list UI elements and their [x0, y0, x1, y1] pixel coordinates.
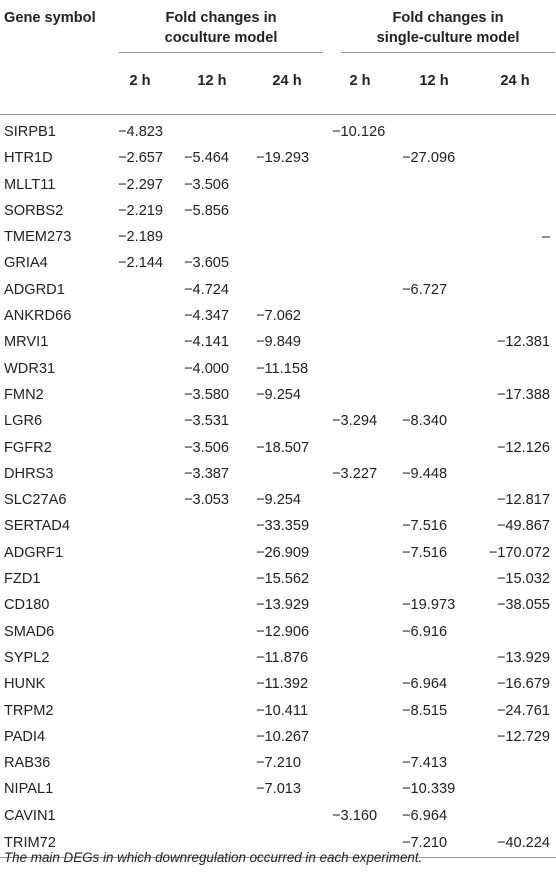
fold-change-cell: −7.516 — [402, 544, 448, 561]
fold-change-cell — [394, 329, 474, 355]
fold-change-cell: −6.727 — [402, 281, 448, 298]
gene-symbol-cell: ANKRD66 — [4, 308, 72, 325]
fold-change-cell — [326, 619, 394, 645]
fold-change-cell — [104, 645, 176, 671]
fold-change-cell: – — [541, 229, 551, 246]
gene-symbol-cell: SERTAD4 — [4, 518, 70, 535]
fold-change-cell: −7.516 — [402, 518, 448, 535]
fold-change-cell: −7.210 — [256, 755, 302, 772]
fold-change-cell: −10.411 — [256, 702, 309, 719]
fold-change-cell: −6.964 — [402, 676, 448, 693]
fold-change-cell: −12.126 — [496, 439, 551, 456]
coculture-header-line2: coculture model — [164, 30, 278, 46]
fold-change-cell — [474, 172, 556, 198]
table-row — [0, 461, 556, 487]
fold-change-cell — [248, 172, 326, 198]
fold-change-cell: −10.339 — [402, 781, 456, 798]
table-row — [0, 487, 556, 513]
fold-change-cell — [394, 198, 474, 224]
fold-change-cell: −16.679 — [496, 676, 551, 693]
fold-change-cell: −170.072 — [488, 544, 551, 561]
fold-change-cell — [474, 408, 556, 434]
time-header-coculture-24h: 24 h — [272, 73, 302, 89]
fold-change-cell — [474, 115, 556, 145]
fold-change-cell: −9.254 — [256, 492, 302, 509]
fold-change-cell — [326, 750, 394, 776]
fold-change-cell — [104, 435, 176, 461]
fold-change-cell: −18.507 — [256, 439, 310, 456]
fold-change-cell: −4.141 — [184, 334, 230, 351]
time-header-coculture-2h: 2 h — [129, 73, 151, 89]
fold-change-cell — [326, 356, 394, 382]
fold-change-cell: −24.761 — [496, 702, 551, 719]
table-row — [0, 671, 556, 697]
fold-change-cell — [326, 540, 394, 566]
fold-change-cell — [104, 487, 176, 513]
table-row — [0, 115, 556, 145]
fold-change-cell — [248, 224, 326, 250]
fold-change-cell — [394, 250, 474, 276]
fold-change-cell: −10.126 — [332, 124, 386, 140]
fold-change-cell — [176, 645, 248, 671]
table-row — [0, 382, 556, 408]
fold-change-cell: −3.387 — [184, 465, 230, 482]
fold-change-cell — [326, 487, 394, 513]
table-row — [0, 250, 556, 276]
fold-change-cell — [326, 224, 394, 250]
fold-change-cell — [474, 356, 556, 382]
fold-change-cell — [474, 277, 556, 303]
fold-change-cell: −15.032 — [496, 571, 551, 588]
gene-symbol-cell: WDR31 — [4, 360, 56, 377]
fold-change-cell — [394, 724, 474, 750]
table-row — [0, 592, 556, 618]
fold-change-cell — [176, 566, 248, 592]
table-row — [0, 198, 556, 224]
time-header-single-12h: 12 h — [419, 73, 449, 89]
gene-symbol-cell: SYPL2 — [4, 649, 50, 666]
fold-change-cell: −7.413 — [402, 755, 448, 772]
fold-change-cell — [248, 803, 326, 829]
fold-change-cell — [326, 566, 394, 592]
table-row — [0, 645, 556, 671]
fold-change-cell: −6.916 — [402, 623, 448, 640]
table-row — [0, 619, 556, 645]
fold-change-cell: −3.227 — [332, 465, 378, 482]
fold-change-cell — [104, 540, 176, 566]
header-row-groups — [0, 0, 556, 67]
fold-change-cell: −26.909 — [256, 544, 310, 561]
fold-change-cell: −3.294 — [332, 413, 378, 430]
table-row — [0, 435, 556, 461]
fold-change-cell — [474, 250, 556, 276]
fold-change-cell — [394, 487, 474, 513]
fold-change-cell — [326, 435, 394, 461]
fold-change-cell: −49.867 — [496, 518, 551, 535]
table-row — [0, 145, 556, 171]
gene-symbol-cell: TMEM273 — [4, 229, 72, 246]
table-row — [0, 776, 556, 802]
fold-change-cell — [104, 408, 176, 434]
fold-change-cell — [104, 329, 176, 355]
fold-change-cell — [248, 408, 326, 434]
fold-change-cell — [394, 172, 474, 198]
table-caption: The main DEGs in which downregulation occurred in each experiment. — [4, 850, 423, 865]
gene-symbol-cell: MLLT11 — [4, 176, 56, 193]
fold-change-cell — [474, 776, 556, 802]
gene-symbol-cell: FZD1 — [4, 571, 41, 588]
fold-change-cell: −4.347 — [184, 308, 230, 325]
coculture-group-header — [104, 0, 326, 67]
fold-change-cell — [176, 540, 248, 566]
fold-change-cell: −38.055 — [496, 597, 551, 614]
time-header-single-2h: 2 h — [349, 73, 371, 89]
table-row — [0, 724, 556, 750]
fold-change-cell: −40.224 — [474, 829, 556, 858]
fold-change-cell — [104, 592, 176, 618]
fold-change-cell: −2.144 — [118, 255, 164, 272]
fold-change-cell — [104, 776, 176, 802]
fold-change-cell — [326, 277, 394, 303]
fold-change-cell: −3.580 — [184, 386, 230, 403]
fold-change-cell — [394, 435, 474, 461]
single-culture-group-header — [326, 0, 556, 67]
gene-symbol-cell: ADGRD1 — [4, 281, 65, 298]
single-culture-header-line1: Fold changes in — [392, 10, 504, 26]
fold-change-cell — [104, 382, 176, 408]
fold-change-cell — [104, 356, 176, 382]
fold-change-cell: −5.464 — [184, 150, 230, 167]
fold-change-cell — [394, 645, 474, 671]
gene-symbol-cell: HTR1D — [4, 150, 53, 167]
fold-change-cell — [326, 250, 394, 276]
fold-change-cell — [104, 750, 176, 776]
fold-change-cell: −3.605 — [184, 255, 230, 272]
table-row — [0, 303, 556, 329]
gene-symbol-cell: MRVI1 — [4, 334, 49, 351]
fold-change-cell — [176, 671, 248, 697]
fold-change-cell — [176, 224, 248, 250]
gene-symbol-header: Gene symbol — [4, 10, 96, 26]
fold-change-cell — [394, 356, 474, 382]
fold-change-cell: −11.392 — [256, 676, 309, 693]
table-row — [0, 803, 556, 829]
fold-change-cell — [176, 803, 248, 829]
fold-change-cell — [104, 698, 176, 724]
fold-change-cell — [326, 592, 394, 618]
fold-change-cell — [326, 382, 394, 408]
fold-change-cell: −12.729 — [496, 728, 551, 745]
fold-change-cell: −12.381 — [496, 334, 551, 351]
fold-change-cell — [326, 303, 394, 329]
fold-change-cell: −9.448 — [402, 465, 448, 482]
gene-symbol-cell: DHRS3 — [4, 465, 54, 482]
fold-change-cell — [176, 619, 248, 645]
fold-change-cell — [104, 513, 176, 539]
fold-change-cell: −4.724 — [184, 281, 230, 298]
fold-change-cell: −3.506 — [184, 439, 230, 456]
fold-change-cell — [326, 172, 394, 198]
time-header-coculture-12h: 12 h — [197, 73, 227, 89]
fold-change-cell: −11.876 — [256, 649, 309, 666]
fold-change-cell — [104, 461, 176, 487]
fold-change-cell — [176, 698, 248, 724]
fold-change-cell: −19.973 — [402, 597, 456, 614]
table-row — [0, 750, 556, 776]
fold-change-cell — [248, 115, 326, 145]
table-row — [0, 513, 556, 539]
fold-change-cell: −7.013 — [256, 781, 302, 798]
table-row — [0, 356, 556, 382]
fold-change-cell — [248, 277, 326, 303]
gene-symbol-cell: FMN2 — [4, 386, 44, 403]
fold-change-cell: −10.267 — [256, 728, 310, 745]
gene-symbol-cell: GRIA4 — [4, 255, 48, 272]
table-body — [0, 115, 556, 858]
fold-change-cell: −15.562 — [256, 571, 310, 588]
fold-change-cell — [474, 619, 556, 645]
fold-change-cell — [176, 750, 248, 776]
fold-change-cell — [176, 724, 248, 750]
fold-change-cell: −27.096 — [402, 150, 456, 167]
fold-change-cell: −3.053 — [184, 492, 230, 509]
fold-change-cell — [248, 250, 326, 276]
fold-change-cell — [474, 461, 556, 487]
fold-change-cell: −9.849 — [256, 334, 302, 351]
gene-symbol-cell: FGFR2 — [4, 439, 52, 456]
fold-change-cell — [104, 671, 176, 697]
table-row — [0, 408, 556, 434]
table-row — [0, 566, 556, 592]
fold-change-cell: −7.062 — [256, 308, 302, 325]
fold-change-cell — [474, 198, 556, 224]
fold-change-cell: −19.293 — [256, 150, 310, 167]
gene-symbol-cell: SMAD6 — [4, 623, 55, 640]
fold-change-cell: −17.388 — [496, 386, 551, 403]
fold-change-cell — [176, 592, 248, 618]
table-row — [0, 698, 556, 724]
fold-change-cell: −12.906 — [256, 623, 310, 640]
fold-change-cell — [326, 724, 394, 750]
fold-change-cell — [326, 645, 394, 671]
gene-symbol-cell: RAB36 — [4, 755, 51, 772]
fold-change-cell: −3.160 — [332, 807, 378, 824]
fold-change-cell: −9.254 — [256, 386, 302, 403]
fold-change-cell: −4.000 — [184, 360, 230, 377]
fold-change-cell — [326, 698, 394, 724]
gene-symbol-cell: CAVIN1 — [4, 807, 56, 824]
table-row — [0, 224, 556, 250]
fold-change-cell: −12.817 — [496, 492, 551, 509]
fold-change-cell — [104, 724, 176, 750]
table-row — [0, 172, 556, 198]
fold-change-cell: −2.219 — [118, 202, 164, 219]
fold-change-cell — [394, 224, 474, 250]
fold-change-cell — [474, 145, 556, 171]
fold-change-cell: −33.359 — [256, 518, 310, 535]
table-row — [0, 329, 556, 355]
fold-change-cell — [326, 671, 394, 697]
fold-change-cell — [104, 303, 176, 329]
table-row — [0, 277, 556, 303]
gene-symbol-cell: CD180 — [4, 597, 50, 614]
fold-change-cell: −13.929 — [256, 597, 310, 614]
time-header-single-24h: 24 h — [500, 73, 530, 89]
gene-symbol-cell: PADI4 — [4, 728, 46, 745]
fold-change-cell — [326, 198, 394, 224]
header-row-time-points — [0, 67, 556, 115]
fold-change-cell: −7.210 — [394, 829, 474, 858]
fold-change-cell — [248, 461, 326, 487]
fold-change-cell — [104, 619, 176, 645]
fold-change-cell: −8.515 — [402, 702, 448, 719]
fold-change-cell — [104, 803, 176, 829]
fold-change-cell — [326, 145, 394, 171]
fold-change-cell: −3.531 — [184, 413, 230, 430]
fold-change-cell — [394, 566, 474, 592]
fold-change-cell: −5.856 — [184, 202, 230, 219]
gene-symbol-cell: SLC27A6 — [4, 492, 67, 509]
fold-change-cell — [474, 303, 556, 329]
coculture-header-line1: Fold changes in — [165, 10, 277, 26]
gene-symbol-cell: NIPAL1 — [4, 781, 54, 798]
fold-change-cell: −11.158 — [256, 360, 309, 377]
fold-change-cell: −3.506 — [184, 176, 230, 193]
fold-change-cell — [104, 277, 176, 303]
fold-change-cell: −8.340 — [402, 413, 448, 430]
gene-symbol-cell: ADGRF1 — [4, 544, 64, 561]
fold-change-cell — [474, 750, 556, 776]
fold-change-cell — [394, 303, 474, 329]
fold-change-cell: −2.657 — [118, 150, 164, 167]
fold-change-cell: −13.929 — [496, 649, 551, 666]
fold-change-cell — [474, 803, 556, 829]
fold-change-cell — [248, 198, 326, 224]
fold-change-cell — [176, 115, 248, 145]
gene-symbol-cell: HUNK — [4, 676, 46, 693]
table-row — [0, 540, 556, 566]
fold-change-cell: −4.823 — [118, 124, 164, 140]
fold-change-cell: −2.189 — [118, 229, 164, 246]
header-spacer — [0, 67, 104, 115]
gene-symbol-cell: SORBS2 — [4, 202, 64, 219]
gene-symbol-cell: SIRPB1 — [4, 124, 56, 140]
single-culture-header-line2: single-culture model — [376, 30, 520, 46]
fold-change-cell — [326, 776, 394, 802]
gene-symbol-cell: TRIM72 — [0, 829, 104, 858]
fold-change-cell — [176, 513, 248, 539]
gene-symbol-cell: LGR6 — [4, 413, 43, 430]
fold-change-cell — [394, 115, 474, 145]
fold-change-cell: −6.964 — [402, 807, 448, 824]
gene-symbol-cell: TRPM2 — [4, 702, 54, 719]
fold-change-cell — [326, 329, 394, 355]
fold-change-cell — [326, 513, 394, 539]
fold-change-cell — [394, 382, 474, 408]
fold-change-cell — [176, 776, 248, 802]
fold-change-cell: −2.297 — [118, 176, 164, 193]
fold-change-cell — [104, 566, 176, 592]
